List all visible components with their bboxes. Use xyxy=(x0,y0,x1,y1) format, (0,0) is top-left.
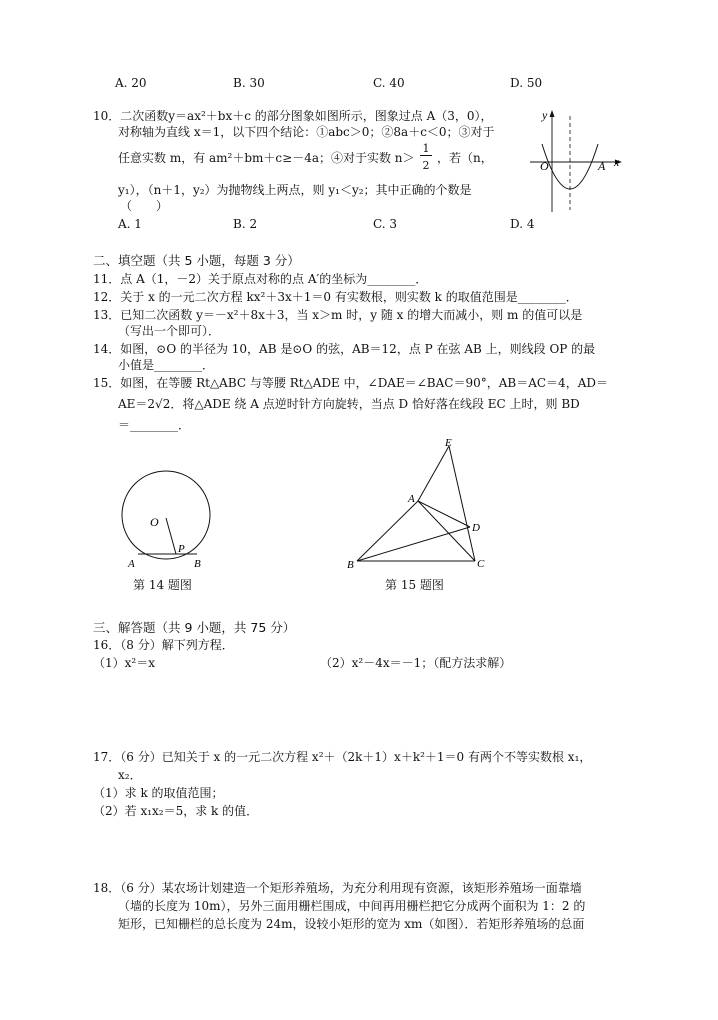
q16-part1: （1）x²＝x xyxy=(93,656,155,670)
fig15-triangle-diagram xyxy=(345,434,495,574)
fig15-label-b: B xyxy=(347,559,354,571)
fig14-label-b: B xyxy=(194,558,201,570)
q10-option-a: A. 1 xyxy=(118,217,142,231)
q13-line1: 13．已知二次函数 y＝－x²＋8x＋3，当 x＞m 时，y 随 x 的增大而减小，则 m 的值可以是 xyxy=(93,308,583,322)
q10-frac-den: 2 xyxy=(422,159,430,172)
fig15-label-e: E xyxy=(445,437,452,449)
fig14-circle-diagram xyxy=(110,470,230,575)
q18-line3: 矩形，已知栅栏的总长度为 24m，设较小矩形的宽为 xm（如图）．若矩形养殖场的总面 xyxy=(118,917,585,931)
q17-part2: （2）若 x₁x₂＝5，求 k 的值． xyxy=(93,804,259,818)
q16-part2: （2）x²－4x＝－1；（配方法求解） xyxy=(320,656,512,670)
q16: 16．（8 分）解下列方程． xyxy=(93,638,234,652)
q15-line2: AE＝2√2．将△ADE 绕 A 点逆时针方向旋转，当点 D 恰好落在线段 EC 上时，则 BD xyxy=(118,397,580,411)
q10-line5: （ ） xyxy=(120,199,169,213)
fig14-caption: 第 14 题图 xyxy=(133,578,192,592)
q10-line1: 10．二次函数y＝ax²＋bx＋c 的部分图象如图所示，图象过点 A（3，0）， xyxy=(93,109,493,123)
fig15-label-d: D xyxy=(472,522,480,534)
q10-parabola-graph xyxy=(528,104,628,216)
fig14-label-o: O xyxy=(150,515,159,529)
q9-option-d: D. 50 xyxy=(510,76,543,90)
q10-option-d: D. 4 xyxy=(510,217,535,231)
q10-option-b: B. 2 xyxy=(233,217,258,231)
q9-option-a: A. 20 xyxy=(115,76,147,90)
q10-line3a: 任意实数 m，有 am²＋bm＋c≥－4a；④对于实数 n＞ xyxy=(118,151,415,165)
q10-frac-num: 1 xyxy=(422,142,430,155)
q11: 11．点 A（1，－2）关于原点对称的点 A′的坐标为________． xyxy=(93,272,428,286)
q17-part1: （1）求 k 的取值范围； xyxy=(93,786,224,800)
graph-label-x: x xyxy=(614,155,620,169)
section3-title: 三、解答题（共 9 小题，共 75 分） xyxy=(93,620,296,635)
fig14-label-p: P xyxy=(178,543,185,555)
q12: 12．关于 x 的一元二次方程 kx²＋3x＋1＝0 有实数根，则实数 k 的取值范围是________． xyxy=(93,290,578,304)
q18-line2: （墙的长度为 10m），另外三面用栅栏围成，中间再用栅栏把它分成两个面积为 1：2 的 xyxy=(118,899,586,913)
q18-line1: 18．（6 分）某农场计划建造一个矩形养殖场，为充分利用现有资源，该矩形养殖场一面靠墙 xyxy=(93,881,582,895)
q10-line2: 对称轴为直线 x＝1，以下四个结论：①abc＞0；②8a＋c＜0；③对于 xyxy=(118,125,495,139)
q13-line2: （写出一个即可）． xyxy=(118,324,221,338)
q17-line2: x₂． xyxy=(118,768,142,782)
q10-line3b: ，若（n， xyxy=(437,151,493,165)
fig14-label-a: A xyxy=(128,558,135,570)
q17-line1: 17．（6 分）已知关于 x 的一元二次方程 x²＋（2k＋1）x＋k²＋1＝0 有两个不等实数根 x₁， xyxy=(93,750,592,764)
q9-option-c: C. 40 xyxy=(373,76,405,90)
q14-line1: 14．如图，⊙O 的半径为 10，AB 是⊙O 的弦，AB＝12，点 P 在弦 AB 上，则线段 OP 的最 xyxy=(93,342,596,356)
fig15-caption: 第 15 题图 xyxy=(385,578,444,592)
graph-label-y: y xyxy=(542,108,548,122)
q9-option-b: B. 30 xyxy=(233,76,265,90)
q10-frac-bar xyxy=(420,155,432,156)
q14-line2: 小值是________． xyxy=(118,358,215,372)
graph-label-a: A xyxy=(598,159,606,173)
q15-line1: 15．如图，在等腰 Rt△ABC 与等腰 Rt△ADE 中，∠DAE＝∠BAC＝90°，AB＝AC＝4，AD＝ xyxy=(93,376,608,390)
q10-line4: y₁），（n＋1，y₂）为抛物线上两点，则 y₁＜y₂；其中正确的个数是 xyxy=(118,183,472,197)
q15-line3: ＝________． xyxy=(118,418,191,432)
graph-label-o: O xyxy=(540,159,549,173)
q10-option-c: C. 3 xyxy=(373,217,398,231)
section2-title: 二、填空题（共 5 小题，每题 3 分） xyxy=(93,253,300,268)
fig15-label-a: A xyxy=(408,493,415,505)
fig15-label-c: C xyxy=(477,558,485,570)
